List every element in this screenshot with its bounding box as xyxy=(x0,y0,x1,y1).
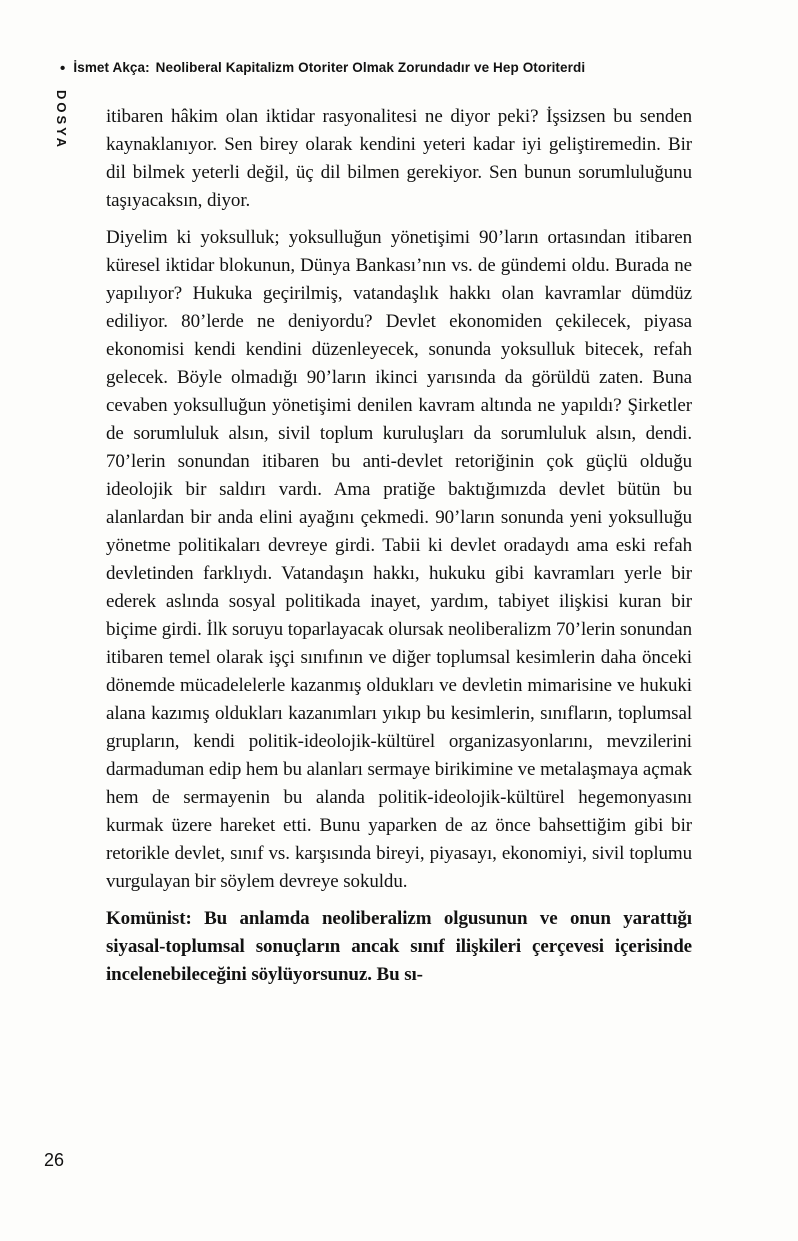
paragraph: Komünist: Bu anlamda neoliberalizm olgusunun ve onun yarattığı siyasal-toplumsal sonuçların ancak sınıf ilişkileri çerçevesi içerisinde incelenebileceğini söylüyorsunuz. Bu sı- xyxy=(106,908,692,985)
body-text-column xyxy=(106,103,692,998)
paragraph: itibaren hâkim olan iktidar rasyonalitesi ne diyor peki? İşsizsen bu senden kaynaklanıyor. Sen birey olarak kendini yeteri kadar iyi geliştiremedin. Bir dil bilmek yeterli değil, üç dil bilmen gerekiyor. Sen bunun sorumluluğunu taşıyacaksın, diyor. xyxy=(106,106,692,211)
header-title: Neoliberal Kapitalizm Otoriter Olmak Zorundadır ve Hep Otoriterdi xyxy=(155,60,586,75)
running-header xyxy=(60,60,720,75)
paragraph: Diyelim ki yoksulluk; yoksulluğun yönetişimi 90’ların ortasından itibaren küresel iktidar blokunun, Dünya Bankası’nın vs. de gündemi oldu. Burada ne yapılıyor? Hukuka geçirilmiş, vatandaşlık hakkı olan kavramlar dümdüz ediliyor. 80’lerde ne deniyordu? Devlet ekonomiden çekilecek, piyasa ekonomisi kendi kendini düzenleyecek, sonunda yoksulluk bitecek, refah gelecek. Böyle olmadığı 90’ların ikinci yarısında da görüldü zaten. Buna cevaben yoksulluğun yönetişimi denilen kavram altında ne yapıldı? Şirketler de sorumluluk alsın, sivil toplum kuruluşları da sorumluluk alsın, dendi. 70’lerin sonundan itibaren bu anti-devlet retoriğinin çok güçlü olduğu ideolojik bir saldırı vardı. Ama pratiğe baktığımızda devlet bütün bu alanlardan bir anda elini ayağını çekmedi. 90’ların sonunda yeni yoksulluğu yönetme politikaları devreye girdi. Tabii ki devlet oradaydı ama eski refah devletinden farklıydı. Vatandaşın hakkı, hukuku gibi kavramları yerle bir ederek aslında sosyal politikada inayet, yardım, tabiyet ilişkisi kuran bir biçime girdi. İlk soruyu toparlayacak olursak neoliberalizm 70’lerin sonundan itibaren temel olarak işçi sınıfının ve diğer toplumsal kesimlerin daha önceki dönemde mücadelelerle kazanmış oldukları ve devletin mimarisine ve hukuki alana kazımış oldukları kazanımları yıkıp bu kesimlerin, sınıfların, toplumsal grupların, kendi politik-ideolojik-kültürel organizasyonlarını, mevzilerini darmaduman edip hem bu alanları sermaye birikimine ve metalaşmaya açmak hem de sermayenin bu alanda politik-ideolojik-kültürel hegemonyasını kurmak üzere hareket etti. Bunu yaparken de az önce bahsettiğim gibi bir retorikle devlet, sınıf vs. karşısında bireyi, piyasayı, ekonomiyi, sivil toplumu vurgulayan bir söylem devreye sokuldu. xyxy=(106,227,692,892)
header-text xyxy=(73,60,585,75)
header-bullet-icon: • xyxy=(60,60,66,77)
page-number: 26 xyxy=(44,1150,65,1170)
section-label-dosya: DOSYA xyxy=(54,90,69,151)
header-author: İsmet Akça: xyxy=(73,60,150,75)
